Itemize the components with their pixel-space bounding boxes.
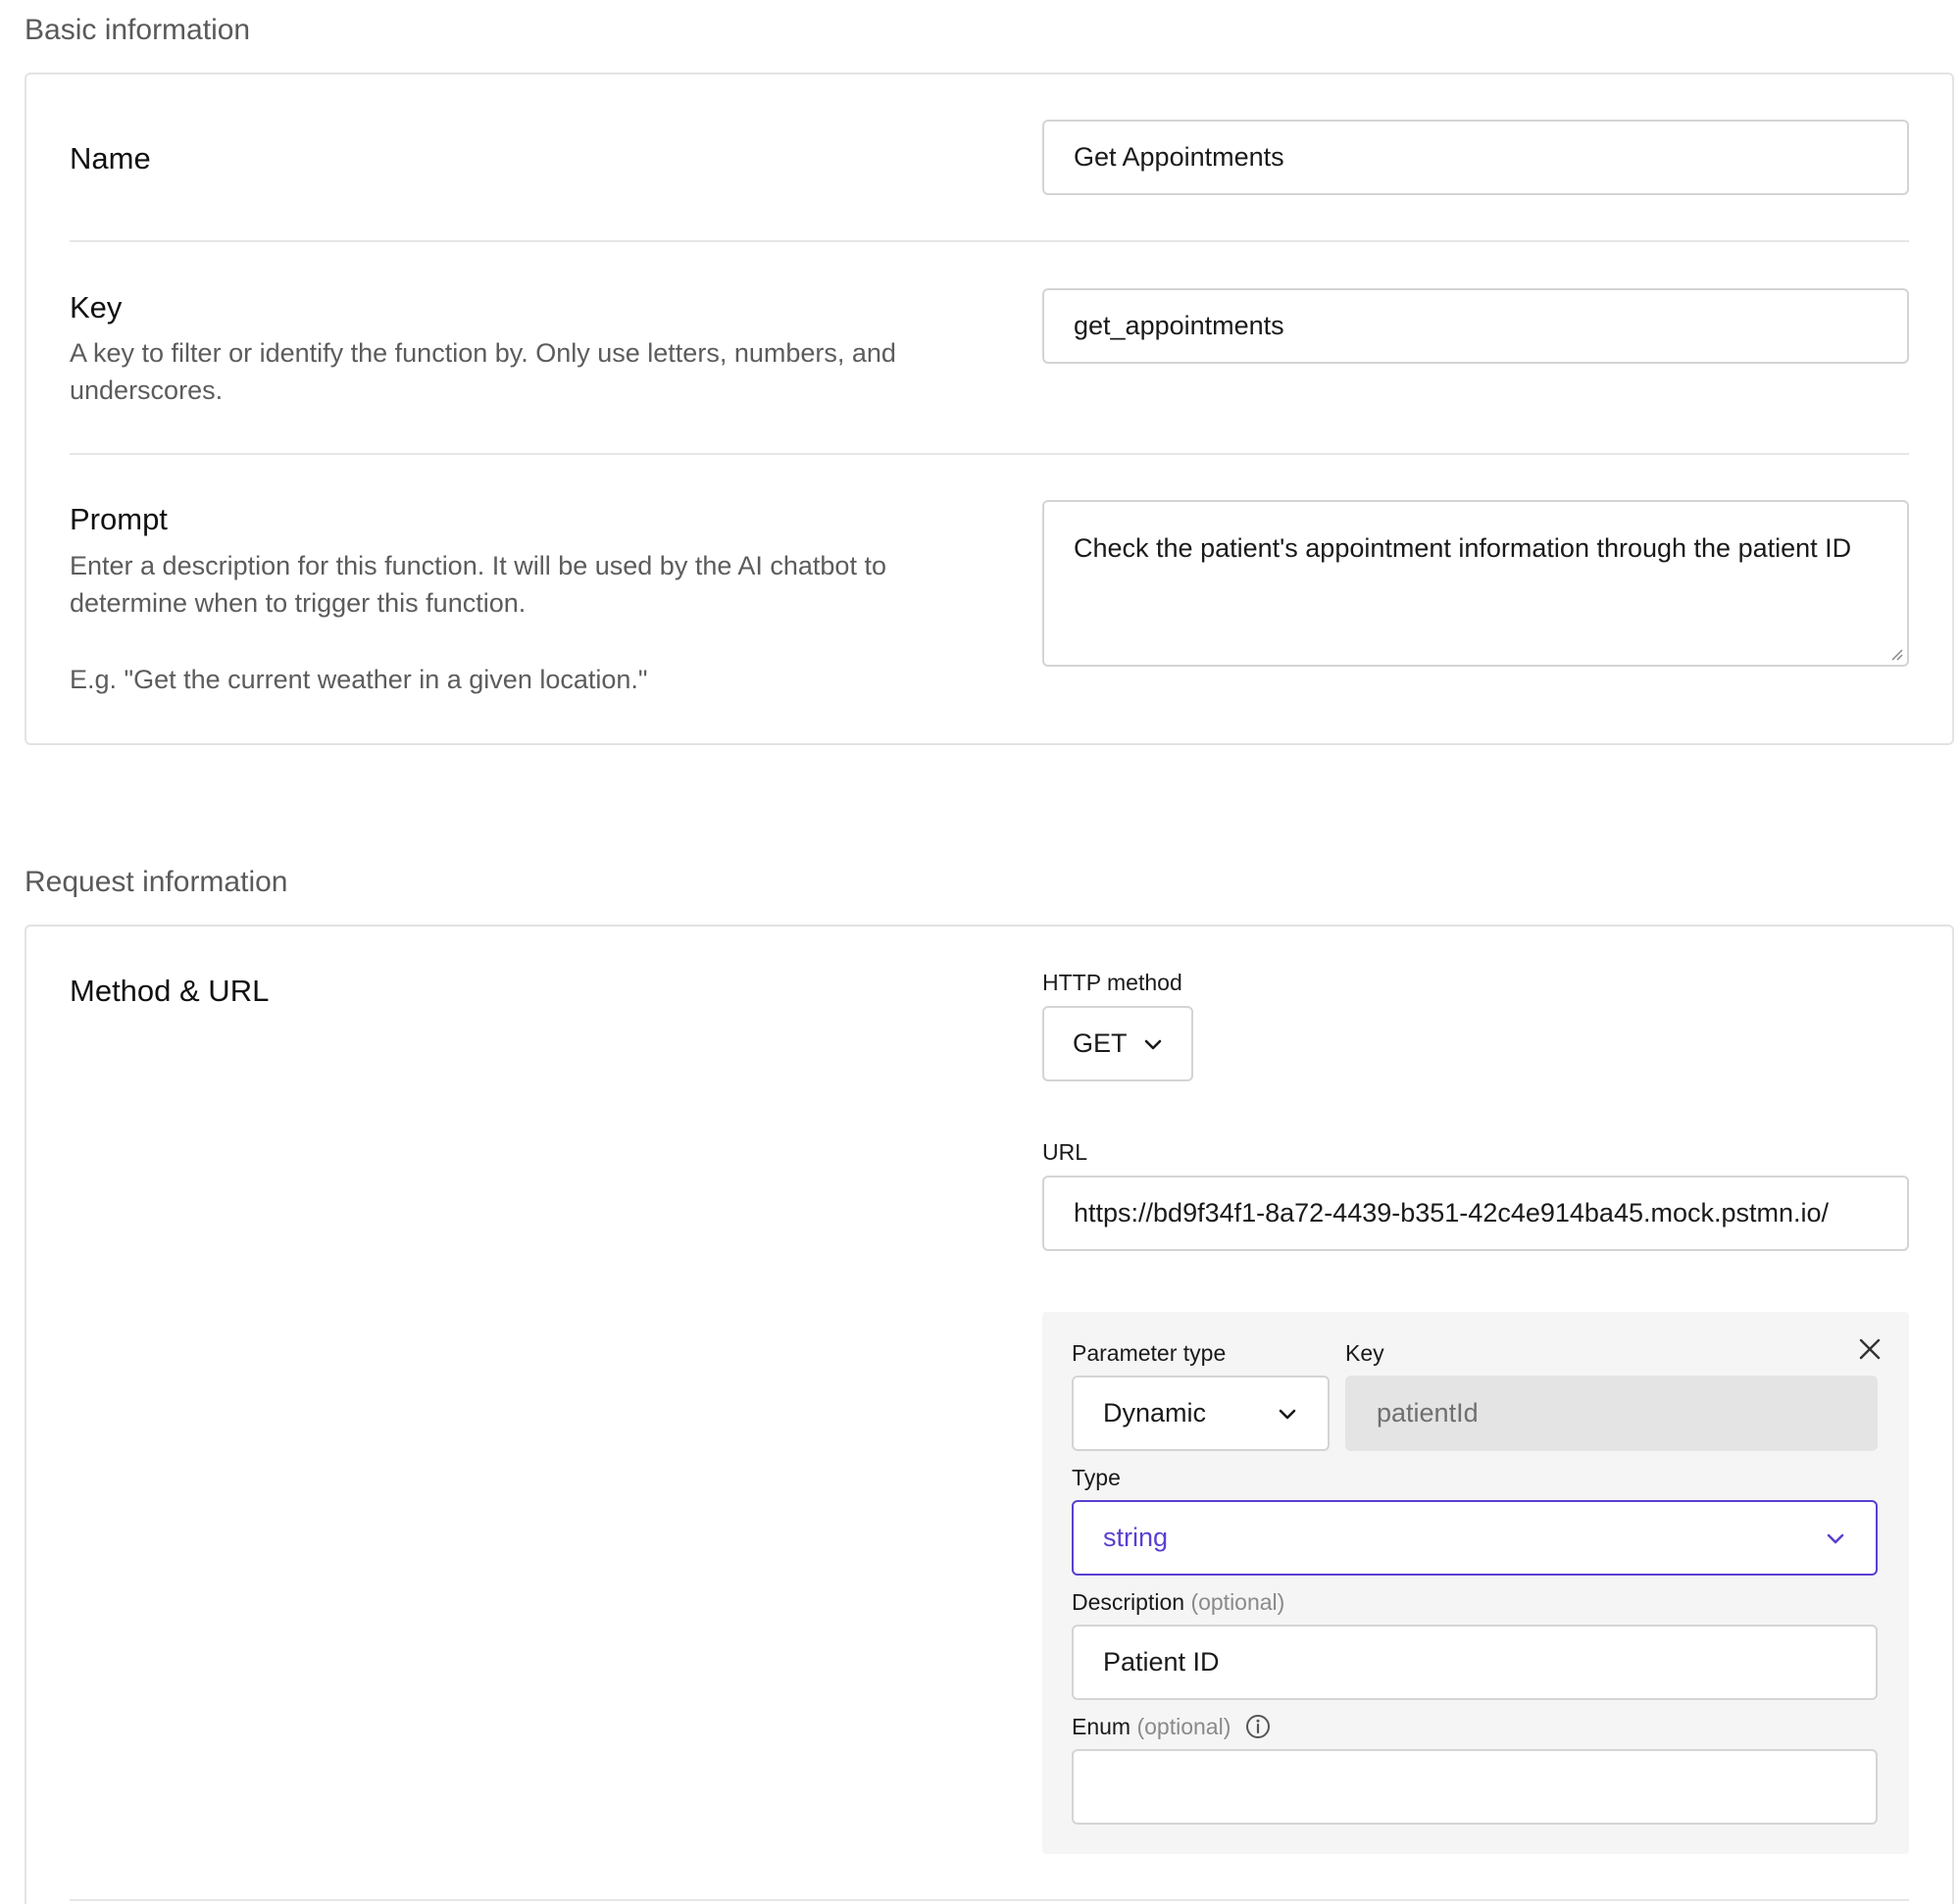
prompt-help-text: Enter a description for this function. It will be used by the AI chatbot to determine when to trigger this function. xyxy=(70,551,886,618)
info-icon[interactable] xyxy=(1245,1714,1271,1739)
key-input[interactable] xyxy=(1042,288,1909,364)
http-method-value: GET xyxy=(1073,1028,1128,1058)
description-optional-text: (optional) xyxy=(1190,1589,1285,1615)
prompt-label: Prompt xyxy=(70,502,168,536)
prompt-textarea-value: Check the patient's appointment information through the patient ID xyxy=(1074,533,1852,563)
request-information-title: Request information xyxy=(25,866,288,898)
name-input[interactable] xyxy=(1042,120,1909,195)
key-label: Key xyxy=(70,290,123,325)
close-icon[interactable] xyxy=(1857,1336,1883,1362)
enum-label-text: Enum xyxy=(1072,1714,1131,1739)
enum-optional-text: (optional) xyxy=(1136,1714,1231,1739)
parameter-type-select[interactable] xyxy=(1072,1376,1330,1451)
http-method-label: HTTP method xyxy=(1042,970,1182,995)
name-input-value: Get Appointments xyxy=(1074,142,1284,172)
http-method-select[interactable] xyxy=(1042,1006,1193,1081)
type-select[interactable] xyxy=(1072,1500,1878,1576)
description-label xyxy=(1072,1589,1284,1616)
type-label: Type xyxy=(1072,1465,1121,1490)
resize-grip-icon[interactable] xyxy=(1889,647,1903,661)
divider xyxy=(70,453,1909,455)
divider xyxy=(70,1899,1909,1901)
url-input-value: https://bd9f34f1-8a72-4439-b351-42c4e914ba45.mock.pstmn.io/ xyxy=(1074,1198,1830,1228)
description-input-value: Patient ID xyxy=(1103,1647,1220,1677)
chevron-down-icon xyxy=(1142,1037,1164,1051)
parameter-key-value: patientId xyxy=(1377,1398,1479,1428)
divider xyxy=(70,240,1909,242)
parameter-key-label: Key xyxy=(1345,1340,1384,1366)
chevron-down-icon xyxy=(1825,1531,1846,1545)
name-label: Name xyxy=(70,141,151,175)
description-label-text: Description xyxy=(1072,1589,1185,1615)
type-value: string xyxy=(1103,1523,1169,1552)
enum-label xyxy=(1072,1714,1271,1740)
prompt-example-text: E.g. "Get the current weather in a given location." xyxy=(70,665,648,694)
description-input[interactable] xyxy=(1072,1625,1878,1700)
url-input[interactable] xyxy=(1042,1176,1909,1251)
key-input-value: get_appointments xyxy=(1074,311,1284,340)
parameter-type-value: Dynamic xyxy=(1103,1398,1207,1428)
method-url-label: Method & URL xyxy=(70,974,270,1008)
enum-input[interactable] xyxy=(1072,1749,1878,1825)
parameter-type-label: Parameter type xyxy=(1072,1340,1227,1366)
basic-information-title: Basic information xyxy=(25,14,251,46)
chevron-down-icon xyxy=(1277,1407,1298,1421)
key-help-text: A key to filter or identify the function by. Only use letters, numbers, and underscores. xyxy=(70,338,896,405)
url-label: URL xyxy=(1042,1139,1088,1165)
prompt-textarea[interactable] xyxy=(1042,500,1909,667)
parameter-key-input xyxy=(1345,1376,1878,1451)
